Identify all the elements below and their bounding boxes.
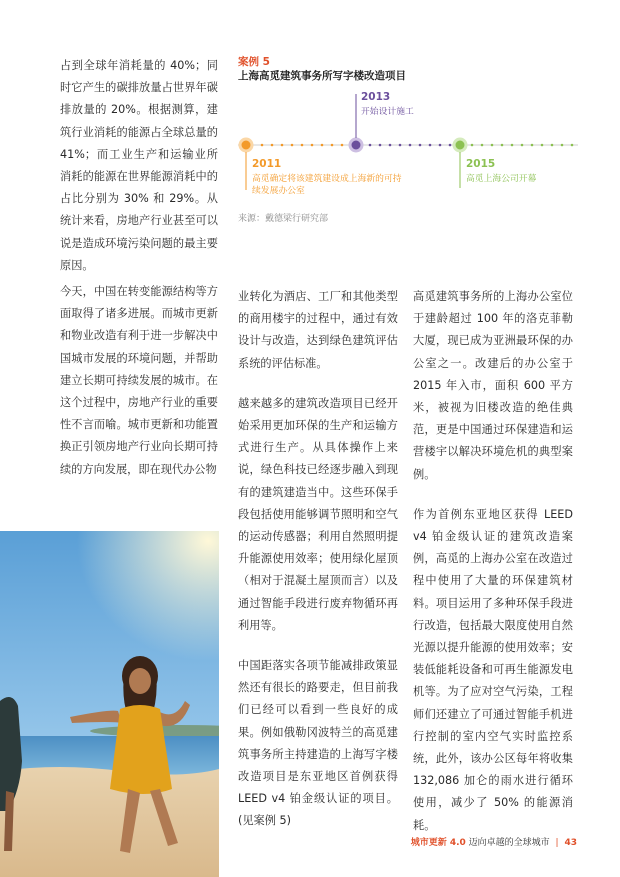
- source-note: 来源：戴德梁行研究部: [238, 214, 329, 224]
- beach-photo: [0, 531, 219, 877]
- paragraph-leed-certification: 作为首例东亚地区获得 LEED v4 铂金级认证的建筑改造案例，高觅的上海办公室在改造过程中使用了大量的环保建筑材料。项目运用了多种环保手段进行改造，包括最大限度使用自然光源以提升能源的使用效率；安装低能耗设备和可再生能源发电机等。为了应对空气污染，工程师们还建立了可通过智能手机进行控制的室内空气实时监控系统，此外，该办公区每年将收集 132,086 加仑的雨水进行循环使用，减少了 50% 的能源消耗。: [413, 507, 573, 832]
- intro-column-middle: [60, 281, 218, 499]
- case-label: 案例 5: [238, 56, 270, 68]
- beach-photo-illustration: [0, 531, 219, 877]
- year-2015: 2015: [466, 158, 496, 170]
- case-title: 上海高觅建筑事务所写字楼改造项目: [238, 70, 406, 82]
- case-study-5: [238, 55, 578, 196]
- intro-column-top: [60, 55, 218, 295]
- page-footer: [411, 837, 577, 849]
- year-2011: 2011: [252, 158, 282, 170]
- timeline: [238, 90, 578, 230]
- milestone-2011-marker: [240, 139, 252, 151]
- milestone-2013-marker: [350, 139, 362, 151]
- note-2015: 高觅上海公司开幕: [466, 174, 537, 184]
- footer-separator: |: [555, 838, 559, 848]
- paragraph-shanghai-office: 高觅建筑事务所的上海办公室位于建龄超过 100 年的洛克菲勒大厦，现已成为亚洲最环保的办公室之一。改建后的办公室于 2015 年入市，面积 600 平方米，被视为旧楼改造的绝佳典范，更是中国通过环保建造和运营楼宇以解决环境危机的典型案例。: [413, 290, 573, 481]
- body-column-2: [238, 286, 398, 851]
- paragraph-china-progress: 今天，中国在转变能源结构等方面取得了诸多进展。而城市更新和物业改造有利于进一步解决中国城市发展的环境问题，并帮助建立长期可持续发展的城市。在这个过程中，房地产行业的重要性不言而喻。城市更新和功能置换正引领房地产行业向长期可持续的方向发展，即在现代办公物: [60, 285, 218, 476]
- paragraph-energy-stats: 占到全球年消耗量的 40%；同时它产生的碳排放量占世界年碳排放量的 20%。根据测算，建筑行业消耗的能源占全球总量的 41%；而工业生产和运输业所消耗的能源在世界能源消耗中的占比分别为 30% 和 29%。从统计来看，房地产行业甚至可以说是造成环境污染问题的最主要原因。: [60, 59, 218, 272]
- paragraph-policy-progress: 中国距落实各项节能减排政策显然还有很长的路要走，但目前我们已经可以看到一些良好的成果。例如俄勒冈波特兰的高觅建筑事务所主持建造的上海写字楼改造项目是东亚地区首例获得 LEED v4 铂金级认证的项目。(见案例 5): [238, 659, 398, 828]
- footer-subtitle: 迈向卓越的全球城市: [468, 838, 550, 848]
- timeline-dots-purple: [369, 144, 452, 147]
- paragraph-function-conversion: 业转化为酒店、工厂和其他类型的商用楼宇的过程中，通过有效设计与改造，达到绿色建筑评估系统的评估标准。: [238, 290, 398, 370]
- page-number: 43: [564, 838, 577, 848]
- note-2013: 开始设计施工: [361, 107, 414, 117]
- paragraph-green-tech: 越来越多的建筑改造项目已经开始采用更加环保的生产和运输方式进行生产。从具体操作上来说，绿色科技已经逐步融入到现有的建筑建造当中。这些环保手段包括使用能够调节照明和空气的运动传感器；利用自然照明提升能源使用效率；使用绿化屋顶（相对于混凝土屋顶而言）以及通过智能手段进行废弃物循环再利用等。: [238, 396, 398, 632]
- note-2011: 高觅确定将该建筑建设成上海新的可持续发展办公室: [252, 174, 402, 196]
- year-2013: 2013: [361, 91, 391, 103]
- footer-brand: 城市更新 4.0: [410, 838, 466, 848]
- body-column-3: [410, 286, 573, 855]
- milestone-2015-marker: [454, 139, 466, 151]
